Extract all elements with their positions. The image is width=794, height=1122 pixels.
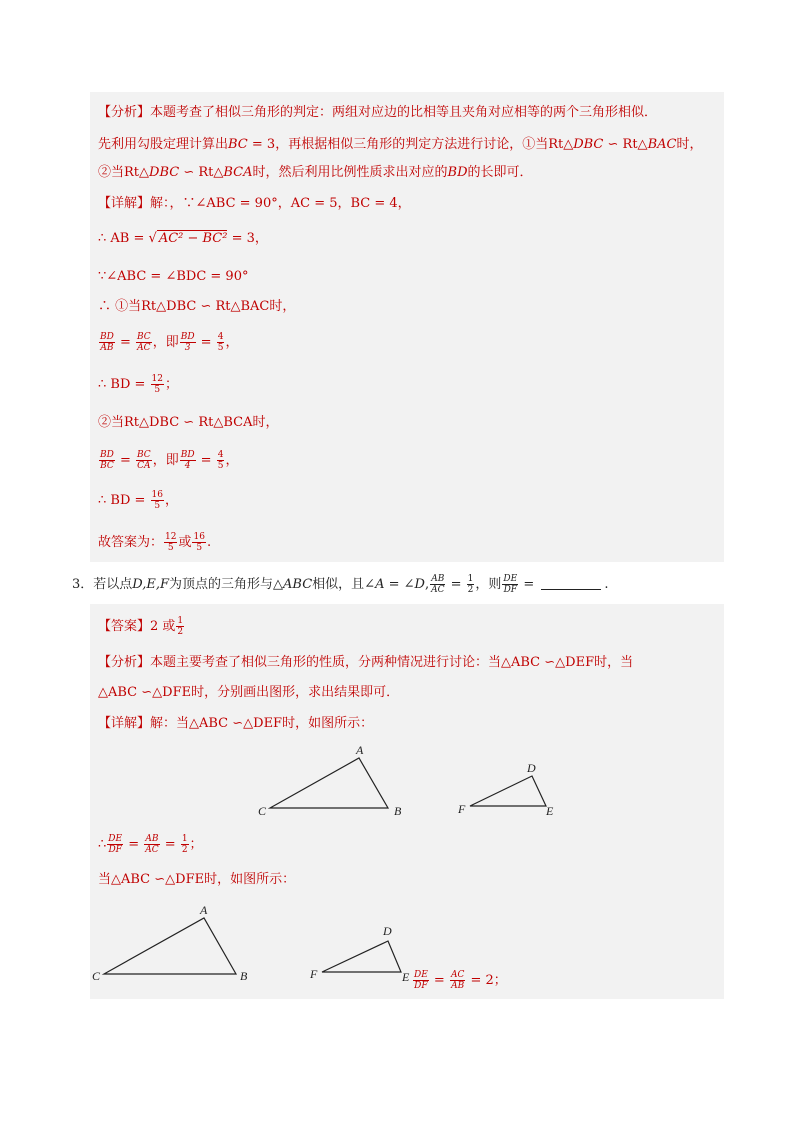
label-e-2: E	[402, 970, 410, 984]
analysis-line-2: △ABC ∽△DFE时，分别画出图形，求出结果即可．	[98, 685, 400, 700]
detail-line: 【详解】解：当△ABC ∽△DEF时，如图所示：	[98, 716, 374, 731]
label-d: D	[527, 761, 536, 775]
case-2-ratio: $\frac{BD}{BC}$ = $\frac{BC}{CA}$ ，即 $\frac{BD}{4}$ = $\frac{4}{5}$ ，	[100, 450, 239, 471]
case-2-line: 当△ABC ∽△DFE时，如图所示：	[98, 872, 296, 887]
label-a: A	[356, 744, 364, 757]
analysis-line-1: 【分析】本题主要考查了相似三角形的性质，分两种情况进行讨论：当△ABC ∽△DEF时，当	[98, 655, 634, 670]
question-number: 3．	[72, 577, 94, 592]
case-2-result: ∴ BD = $\frac{16}{5}$ ，	[98, 490, 179, 511]
analysis-box-2	[90, 262, 724, 562]
label-f-2: F	[310, 967, 318, 981]
case-1-result: ∴ BD = $\frac{12}{5}$ ；	[98, 374, 179, 395]
case-1-ratio: $\frac{BD}{AB}$ = $\frac{BC}{AC}$ ，即 $\frac{BD}{3}$ = $\frac{4}{5}$ ，	[100, 332, 239, 353]
figure-1-triangles	[90, 744, 724, 824]
question-3: 3．若以点D,E,F为顶点的三角形与△ABC相似，且∠A = ∠D, $\frac{AB}{AC}$ = $\frac{1}{2}$ ，则 $\frac{DE}{DF}$ = .	[72, 574, 609, 595]
label-c-2: C	[92, 969, 101, 983]
figure-2-triangles	[90, 900, 724, 995]
solution-box-3	[90, 604, 724, 999]
ab-equation: ∴ AB = √ AC² − BC² = 3，	[98, 231, 268, 246]
triangle-abc	[270, 758, 388, 808]
method-line-2: ②当Rt△DBC ∽ Rt△BCA时，然后利用比例性质求出对应的BD的长即可．	[98, 165, 533, 180]
given-angles: ∵∠ABC = ∠BDC = 90°	[98, 269, 249, 284]
analysis-text: 【分析】本题考查了相似三角形的判定：两组对应边的比相等且夹角对应相等的两个三角形相似．	[98, 105, 658, 120]
final-answer: 故答案为： $\frac{12}{5}$ 或 $\frac{16}{5}$ .	[98, 532, 212, 553]
answer-blank[interactable]	[541, 589, 601, 590]
label-a-2: A	[200, 903, 208, 917]
label-b: B	[394, 804, 402, 818]
result-2: $\frac{DE}{DF}$ = $\frac{AC}{AB}$ = 2；	[414, 970, 507, 991]
answer-line: 【答案】2 或 $\frac{1}{2}$	[98, 616, 184, 637]
method-line: 先利用勾股定理计算出BC = 3，再根据相似三角形的判定方法进行讨论，①当Rt△DBC ∽ Rt△BAC时，	[98, 137, 703, 152]
case-1-heading: ∴ ①当Rt△DBC ∽ Rt△BAC时，	[98, 299, 296, 314]
case-2-heading: ②当Rt△DBC ∽ Rt△BCA时，	[98, 415, 279, 430]
sqrt-icon: √	[148, 231, 157, 246]
triangle-abc-2	[104, 918, 236, 974]
label-f: F	[458, 802, 466, 816]
detail-text: 【详解】解：，∵∠ABC = 90°，AC = 5，BC = 4，	[98, 196, 411, 211]
label-e: E	[546, 804, 554, 818]
result-1: ∴ $\frac{DE}{DF}$ = $\frac{AB}{AC}$ = $\frac{1}{2}$ ；	[98, 834, 203, 855]
label-c: C	[258, 804, 267, 818]
triangle-dfe	[322, 941, 401, 972]
label-b-2: B	[240, 969, 248, 983]
label-d-2: D	[383, 924, 392, 938]
analysis-box-1	[90, 92, 724, 262]
triangle-def	[470, 776, 546, 806]
